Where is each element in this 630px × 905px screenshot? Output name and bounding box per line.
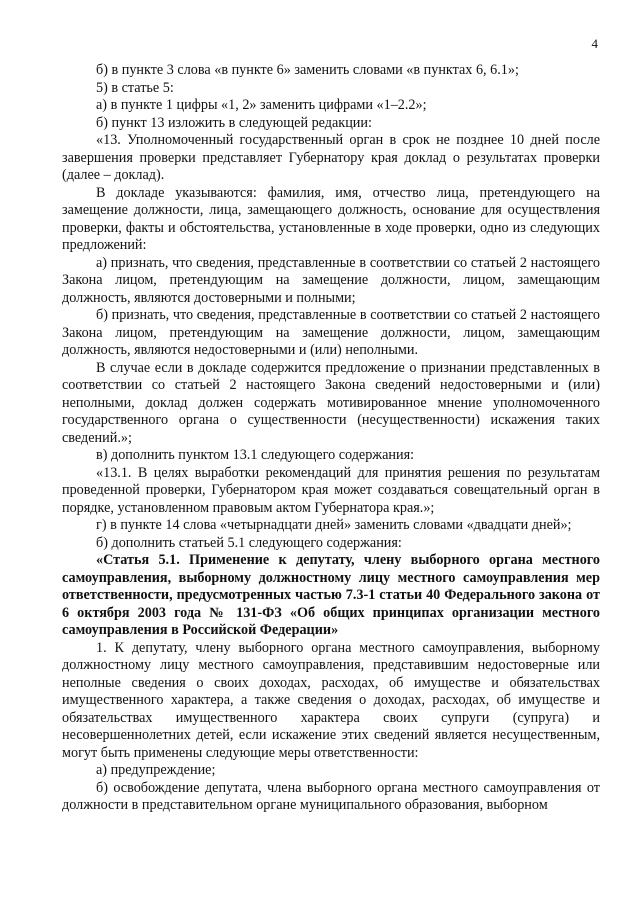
document-body	[62, 62, 600, 815]
paragraph: а) в пункте 1 цифры «1, 2» заменить цифрами «1–2.2»;	[96, 97, 427, 113]
paragraph: б) дополнить статьей 5.1 следующего содержания:	[96, 534, 402, 551]
paragraph: б) освобождение депутата, члена выборного органа местного самоуправления от должности в представительном органе муниципального образования, выборном	[62, 779, 600, 813]
paragraph: «13. Уполномоченный государственный орган в срок не позднее 10 дней после завершения проверки представляет Губернатору края доклад о результатах проверки (далее – доклад).	[62, 132, 600, 183]
paragraph: «13.1. В целях выработки рекомендаций для принятия решения по результатам проведенной проверки, Губернатором края может создаваться совещательный орган в порядке, установленном правовым актом Губернатора края.»;	[62, 464, 600, 516]
page-number: 4	[591, 36, 598, 51]
paragraph: г) в пункте 14 слова «четырнадцати дней» заменить словами «двадцати дней»;	[96, 517, 572, 533]
paragraph: б) в пункте 3 слова «в пункте 6» заменить словами «в пунктах 6, 6.1»;	[96, 62, 519, 78]
paragraph: а) предупреждение;	[96, 762, 216, 778]
paragraph: б) признать, что сведения, представленные в соответствии со статьей 2 настоящего Закона лицом, претендующим на замещение должности, лицом, замещающим должность, являются недостоверными и (или) неполными.	[62, 307, 600, 358]
paragraph: а) признать, что сведения, представленные в соответствии со статьей 2 настоящего Закона лицом, претендующим на замещение должности, лицом, замещающим должность, являются достоверными и полными;	[62, 254, 600, 306]
paragraph: в) дополнить пунктом 13.1 следующего содержания:	[96, 447, 415, 463]
article-heading: «Статья 5.1. Применение к депутату, члену выборного органа местного самоуправления, выборному должностному лицу местного самоуправления мер ответственности, предусмотренных частью 7.3-1 статьи 40 Федерального закона от 6 октября 2003 года № 131-ФЗ «Об общих принципах организации местного самоуправления в Российской Федерации»	[62, 552, 600, 638]
paragraph: 5) в статье 5:	[96, 79, 174, 96]
paragraph: 1. К депутату, члену выборного органа местного самоуправления, выборному должностному лицу местного самоуправления, представившим недостоверные или неполные сведения о своих доходах, расходах, об имуществе и обязательствах имущественного характера, а также сведения о доходах, расходах, об имуществе и обязательствах имущественного характера своих супруги (супруга) и несовершеннолетних детей, если искажение этих сведений является несущественным, могут быть применены следующие меры ответственности:	[62, 639, 600, 761]
paragraph: В случае если в докладе содержится предложение о признании представленных в соответствии со статьей 2 настоящего Закона сведений недостоверными и (или) неполными, доклад должен содержать мотивированное мнение уполномоченного государственного органа о существенности (несущественности) искажения таких сведений.»;	[62, 359, 600, 446]
paragraph: б) пункт 13 изложить в следующей редакции:	[96, 114, 372, 131]
paragraph: В докладе указываются: фамилия, имя, отчество лица, претендующего на замещение должности, лица, замещающего должность, основание для осуществления проверки, факты и обстоятельства, установленные в ходе проверки, одно из следующих предложений:	[62, 184, 600, 253]
